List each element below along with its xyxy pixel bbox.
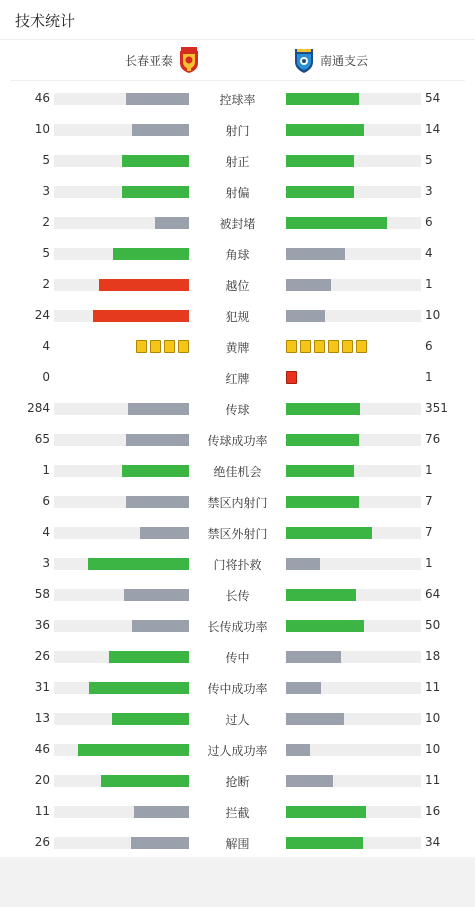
stat-label: 射偏 — [225, 186, 250, 200]
yellow-card-icon — [342, 340, 353, 353]
yellow-card-icon — [178, 340, 189, 353]
yellow-card-icon — [136, 340, 147, 353]
stat-row — [0, 145, 475, 176]
yellow-card-icon — [164, 340, 175, 353]
yellow-card-icon — [314, 340, 325, 353]
stat-label: 绝佳机会 — [213, 465, 262, 479]
away-value: 5 — [425, 153, 433, 167]
away-value: 11 — [425, 773, 441, 787]
stat-row — [0, 455, 475, 486]
home-bar-track — [54, 155, 189, 167]
away-value: 76 — [425, 432, 441, 446]
stat-row — [0, 641, 475, 672]
stat-row — [0, 517, 475, 548]
yellow-card-icon — [150, 340, 161, 353]
home-bar-track — [54, 186, 189, 198]
home-bar-fill — [155, 217, 189, 229]
away-value: 10 — [425, 711, 441, 725]
stat-label: 抢断 — [225, 775, 250, 789]
away-bar-track — [286, 775, 421, 787]
away-value: 34 — [425, 835, 441, 849]
away-bar-track — [286, 248, 421, 260]
home-bar-track — [54, 713, 189, 725]
title-bar — [0, 0, 475, 40]
stat-label: 解围 — [225, 837, 250, 851]
away-team[interactable] — [294, 47, 368, 73]
home-value: 2 — [42, 215, 50, 229]
stat-label: 传球 — [225, 403, 250, 417]
stat-label: 射正 — [225, 155, 250, 169]
away-bar-fill — [286, 93, 359, 105]
home-value: 26 — [34, 649, 50, 663]
away-bar-track — [286, 93, 421, 105]
home-bar-fill — [122, 155, 190, 167]
away-value: 1 — [425, 277, 433, 291]
red-card-icon — [286, 371, 297, 384]
stat-row — [0, 548, 475, 579]
home-value: 11 — [34, 804, 50, 818]
home-value: 10 — [34, 122, 50, 136]
stat-row — [0, 672, 475, 703]
teams-header — [10, 40, 465, 81]
home-bar-track — [54, 93, 189, 105]
stat-row — [0, 114, 475, 145]
away-value: 1 — [425, 370, 433, 384]
home-value: 1 — [42, 463, 50, 477]
away-bar-track — [286, 465, 421, 477]
home-bar-fill — [126, 496, 189, 508]
stat-row — [0, 176, 475, 207]
away-bar-fill — [286, 837, 363, 849]
away-bar-fill — [286, 682, 321, 694]
stat-row — [0, 300, 475, 331]
away-value: 14 — [425, 122, 441, 136]
home-bar-fill — [126, 434, 189, 446]
away-bar-track — [286, 837, 421, 849]
stat-row — [0, 83, 475, 114]
home-bar-fill — [101, 775, 189, 787]
away-bar-fill — [286, 496, 359, 508]
stat-row — [0, 331, 475, 362]
stat-label: 禁区外射门 — [207, 527, 268, 541]
home-bar-fill — [112, 713, 189, 725]
away-cards — [286, 371, 297, 384]
home-bar-track — [54, 403, 189, 415]
away-bar-track — [286, 124, 421, 136]
stat-label: 越位 — [225, 279, 250, 293]
home-bar-track — [54, 279, 189, 291]
home-team-name: 长春亚泰 — [124, 53, 173, 68]
stat-row — [0, 765, 475, 796]
home-bar-track — [54, 310, 189, 322]
away-bar-fill — [286, 651, 341, 663]
home-cards — [136, 340, 189, 353]
home-value: 65 — [34, 432, 50, 446]
home-team-logo-icon — [179, 47, 199, 73]
home-bar-fill — [131, 837, 189, 849]
away-bar-fill — [286, 155, 354, 167]
stat-label: 角球 — [225, 248, 250, 262]
stat-label: 传中成功率 — [207, 682, 268, 696]
home-value: 4 — [42, 525, 50, 539]
away-bar-fill — [286, 279, 331, 291]
away-bar-track — [286, 434, 421, 446]
home-bar-fill — [99, 279, 189, 291]
yellow-card-icon — [356, 340, 367, 353]
home-bar-track — [54, 465, 189, 477]
stat-row — [0, 486, 475, 517]
away-bar-fill — [286, 558, 320, 570]
away-bar-track — [286, 403, 421, 415]
home-bar-track — [54, 620, 189, 632]
away-value: 4 — [425, 246, 433, 260]
home-bar-fill — [122, 186, 190, 198]
stat-row — [0, 827, 475, 858]
stat-label: 传球成功率 — [207, 434, 268, 448]
away-bar-fill — [286, 806, 366, 818]
away-bar-fill — [286, 310, 325, 322]
stat-label: 过人成功率 — [207, 744, 268, 758]
away-value: 10 — [425, 742, 441, 756]
stat-label: 长传 — [225, 589, 250, 603]
home-value: 5 — [42, 246, 50, 260]
home-bar-track — [54, 124, 189, 136]
away-value: 1 — [425, 556, 433, 570]
yellow-card-icon — [286, 340, 297, 353]
home-value: 4 — [42, 339, 50, 353]
away-value: 7 — [425, 525, 433, 539]
home-bar-fill — [93, 310, 189, 322]
home-bar-fill — [132, 124, 189, 136]
home-value: 2 — [42, 277, 50, 291]
away-bar-fill — [286, 713, 344, 725]
home-bar-track — [54, 682, 189, 694]
stat-row — [0, 207, 475, 238]
stat-row — [0, 579, 475, 610]
away-bar-fill — [286, 589, 356, 601]
away-bar-fill — [286, 620, 364, 632]
home-value: 36 — [34, 618, 50, 632]
home-value: 24 — [34, 308, 50, 322]
home-bar-track — [54, 434, 189, 446]
home-bar-fill — [134, 806, 189, 818]
away-value: 11 — [425, 680, 441, 694]
home-bar-fill — [126, 93, 189, 105]
home-bar-fill — [122, 465, 190, 477]
home-bar-fill — [124, 589, 189, 601]
stat-row — [0, 703, 475, 734]
home-bar-fill — [89, 682, 189, 694]
stat-row — [0, 393, 475, 424]
home-bar-track — [54, 496, 189, 508]
home-value: 20 — [34, 773, 50, 787]
away-bar-track — [286, 620, 421, 632]
stat-label: 长传成功率 — [207, 620, 268, 634]
home-bar-track — [54, 248, 189, 260]
stat-row — [0, 610, 475, 641]
away-bar-fill — [286, 465, 354, 477]
home-value: 6 — [42, 494, 50, 508]
home-bar-track — [54, 651, 189, 663]
away-bar-track — [286, 310, 421, 322]
home-value: 58 — [34, 587, 50, 601]
away-bar-track — [286, 217, 421, 229]
stat-row — [0, 238, 475, 269]
home-value: 3 — [42, 556, 50, 570]
home-bar-track — [54, 775, 189, 787]
stat-label: 黄牌 — [225, 341, 250, 355]
away-value: 16 — [425, 804, 441, 818]
home-bar-fill — [88, 558, 189, 570]
yellow-card-icon — [300, 340, 311, 353]
stats-list — [0, 83, 475, 858]
away-value: 1 — [425, 463, 433, 477]
away-bar-fill — [286, 527, 372, 539]
away-bar-track — [286, 651, 421, 663]
away-bar-fill — [286, 248, 345, 260]
home-bar-track — [54, 806, 189, 818]
home-bar-track — [54, 589, 189, 601]
away-bar-track — [286, 806, 421, 818]
away-bar-fill — [286, 186, 354, 198]
home-value: 26 — [34, 835, 50, 849]
away-value: 6 — [425, 339, 433, 353]
away-value: 351 — [425, 401, 448, 415]
stat-row — [0, 269, 475, 300]
home-bar-fill — [78, 744, 189, 756]
yellow-card-icon — [328, 340, 339, 353]
away-bar-track — [286, 186, 421, 198]
away-bar-fill — [286, 744, 310, 756]
away-bar-fill — [286, 775, 333, 787]
away-bar-fill — [286, 403, 360, 415]
home-value: 3 — [42, 184, 50, 198]
home-bar-fill — [113, 248, 189, 260]
stat-row — [0, 796, 475, 827]
home-value: 46 — [34, 91, 50, 105]
stat-label: 门将扑救 — [213, 558, 262, 572]
stat-label: 射门 — [225, 124, 250, 138]
home-team[interactable] — [125, 47, 199, 73]
stat-label: 传中 — [225, 651, 250, 665]
away-bar-track — [286, 279, 421, 291]
away-value: 6 — [425, 215, 433, 229]
away-value: 64 — [425, 587, 441, 601]
stat-label: 被封堵 — [219, 217, 256, 231]
stat-label: 红牌 — [225, 372, 250, 386]
away-bar-fill — [286, 124, 364, 136]
away-value: 18 — [425, 649, 441, 663]
away-value: 10 — [425, 308, 441, 322]
home-bar-track — [54, 217, 189, 229]
stat-row — [0, 424, 475, 455]
away-value: 7 — [425, 494, 433, 508]
stat-label: 拦截 — [225, 806, 250, 820]
away-cards — [286, 340, 367, 353]
stat-row — [0, 734, 475, 765]
away-bar-track — [286, 155, 421, 167]
page-title: 技术统计 — [15, 12, 76, 30]
away-bar-fill — [286, 434, 359, 446]
stat-label: 犯规 — [225, 310, 250, 324]
stat-row — [0, 362, 475, 393]
home-value: 31 — [34, 680, 50, 694]
away-bar-track — [286, 527, 421, 539]
away-team-name: 南通支云 — [320, 53, 369, 68]
away-bar-track — [286, 713, 421, 725]
home-bar-track — [54, 558, 189, 570]
away-bar-fill — [286, 217, 387, 229]
stat-label: 控球率 — [219, 93, 256, 107]
away-bar-track — [286, 589, 421, 601]
away-value: 50 — [425, 618, 441, 632]
home-bar-track — [54, 837, 189, 849]
home-bar-fill — [132, 620, 189, 632]
away-bar-track — [286, 682, 421, 694]
home-bar-track — [54, 744, 189, 756]
home-bar-fill — [140, 527, 189, 539]
away-bar-track — [286, 558, 421, 570]
away-value: 3 — [425, 184, 433, 198]
away-bar-track — [286, 744, 421, 756]
away-value: 54 — [425, 91, 441, 105]
home-bar-fill — [128, 403, 189, 415]
home-value: 13 — [34, 711, 50, 725]
stat-label: 过人 — [225, 713, 250, 727]
home-value: 284 — [27, 401, 50, 415]
home-bar-track — [54, 527, 189, 539]
home-value: 46 — [34, 742, 50, 756]
home-value: 5 — [42, 153, 50, 167]
away-bar-track — [286, 496, 421, 508]
stat-label: 禁区内射门 — [207, 496, 268, 510]
away-team-logo-icon — [294, 47, 314, 73]
home-value: 0 — [42, 370, 50, 384]
home-bar-fill — [109, 651, 189, 663]
